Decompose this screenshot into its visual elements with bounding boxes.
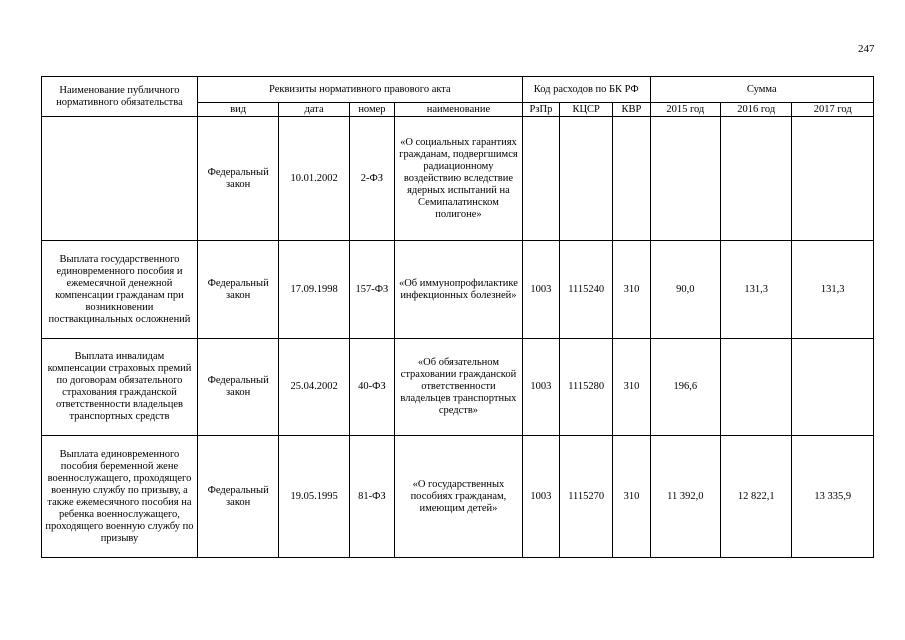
act-number-cell: 81-ФЗ: [349, 436, 394, 558]
act-kind-cell: Федеральный закон: [197, 117, 278, 241]
amount-2016-cell: [721, 339, 792, 436]
obligation-cell: Выплата единовременного пособия беременной жене военнослужащего, проходящего военную службу по призыву, а также ежемесячного пособия на ребенка военнослужащего, проходящего военную службу по призыву: [42, 436, 198, 558]
table-row: [42, 117, 874, 241]
act-date-cell: 19.05.1995: [279, 436, 349, 558]
table-row: [42, 436, 874, 558]
subheader-kcsr: КЦСР: [560, 103, 613, 117]
subheader-number: номер: [349, 103, 394, 117]
kvr-cell: 310: [613, 241, 650, 339]
act-number-cell: 157-ФЗ: [349, 241, 394, 339]
table-row: [42, 339, 874, 436]
act-kind-cell: Федеральный закон: [197, 436, 278, 558]
act-name-cell: «Об иммунопрофилактике инфекционных болезней»: [395, 241, 523, 339]
amount-2016-cell: [721, 117, 792, 241]
kvr-cell: [613, 117, 650, 241]
subheader-rzpr: РзПр: [522, 103, 559, 117]
header-row: [42, 77, 874, 103]
act-kind-cell: Федеральный закон: [197, 241, 278, 339]
obligation-cell: [42, 117, 198, 241]
kvr-cell: 310: [613, 436, 650, 558]
kcsr-cell: 1115280: [560, 339, 613, 436]
obligation-cell: Выплата инвалидам компенсации страховых премий по договорам обязательного страхования гражданской ответственности владельцев транспортных средств: [42, 339, 198, 436]
act-number-cell: 40-ФЗ: [349, 339, 394, 436]
header-requisites: Реквизиты нормативного правового акта: [197, 77, 522, 103]
rzpr-cell: 1003: [522, 241, 559, 339]
subheader-kind: вид: [197, 103, 278, 117]
act-name-cell: «Об обязательном страховании гражданской ответственности владельцев транспортных средств»: [395, 339, 523, 436]
kcsr-cell: 1115270: [560, 436, 613, 558]
rzpr-cell: 1003: [522, 339, 559, 436]
act-kind-cell: Федеральный закон: [197, 339, 278, 436]
obligation-cell: Выплата государственного единовременного пособия и ежемесячной денежной компенсации гражданам при возникновении поствакцинальных осложнений: [42, 241, 198, 339]
act-date-cell: 10.01.2002: [279, 117, 349, 241]
subheader-name: наименование: [395, 103, 523, 117]
subheader-2016: 2016 год: [721, 103, 792, 117]
budget-obligations-table: [41, 76, 874, 558]
subheader-kvr: КВР: [613, 103, 650, 117]
amount-2015-cell: 196,6: [650, 339, 720, 436]
subheader-2017: 2017 год: [792, 103, 874, 117]
amount-2016-cell: 12 822,1: [721, 436, 792, 558]
amount-2015-cell: [650, 117, 720, 241]
act-number-cell: 2-ФЗ: [349, 117, 394, 241]
amount-2015-cell: 90,0: [650, 241, 720, 339]
amount-2017-cell: 131,3: [792, 241, 874, 339]
amount-2016-cell: 131,3: [721, 241, 792, 339]
rzpr-cell: [522, 117, 559, 241]
rzpr-cell: 1003: [522, 436, 559, 558]
act-name-cell: «О социальных гарантиях гражданам, подвергшимся радиационному воздействию вследствие ядерных испытаний на Семипалатинском полигоне»: [395, 117, 523, 241]
amount-2017-cell: 13 335,9: [792, 436, 874, 558]
subheader-2015: 2015 год: [650, 103, 720, 117]
act-date-cell: 25.04.2002: [279, 339, 349, 436]
act-date-cell: 17.09.1998: [279, 241, 349, 339]
amount-2015-cell: 11 392,0: [650, 436, 720, 558]
header-amount: Сумма: [650, 77, 873, 103]
kvr-cell: 310: [613, 339, 650, 436]
page-number: 247: [858, 43, 875, 55]
header-obligation: Наименование публичного нормативного обязательства: [42, 77, 198, 117]
amount-2017-cell: [792, 117, 874, 241]
act-name-cell: «О государственных пособиях гражданам, имеющим детей»: [395, 436, 523, 558]
subheader-date: дата: [279, 103, 349, 117]
table-row: [42, 241, 874, 339]
header-budget-codes: Код расходов по БК РФ: [522, 77, 650, 103]
kcsr-cell: [560, 117, 613, 241]
amount-2017-cell: [792, 339, 874, 436]
kcsr-cell: 1115240: [560, 241, 613, 339]
